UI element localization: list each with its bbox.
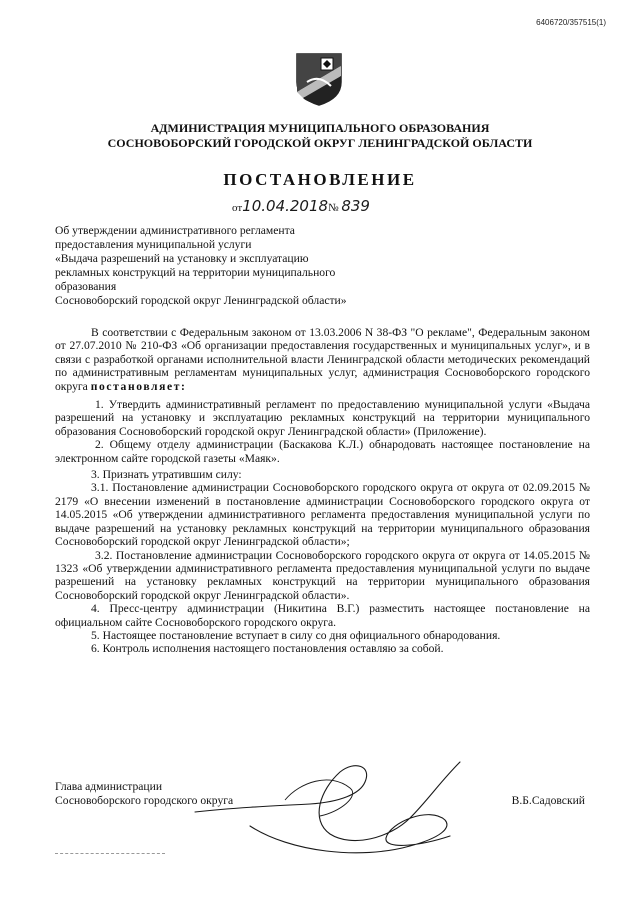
item-4: 4. Пресс-центру администрации (Никитина В.Г.) разместить настоящее постановление на официальном сайте Сосновоборского городского округа.: [55, 602, 590, 629]
subject-block: [55, 224, 395, 308]
preamble-paragraph: [55, 326, 590, 393]
subject-line: «Выдача разрешений на установку и эксплуатацию: [55, 252, 309, 265]
item-3: 3. Признать утратившим силу:: [91, 468, 242, 482]
signatory-position: [55, 780, 233, 808]
signatory-name: В.Б.Садовский: [511, 794, 585, 807]
decree-word: постановляет:: [90, 379, 187, 393]
document-id: 6406720/357515(1): [536, 18, 606, 27]
dateline: [232, 197, 370, 215]
document-body: [55, 326, 590, 656]
organization-line-2: СОСНОВОБОРСКИЙ ГОРОДСКОЙ ОКРУГ ЛЕНИНГРАДСКОЙ ОБЛАСТИ: [107, 136, 533, 150]
position-line-1: Глава администрации: [55, 780, 163, 793]
number-prefix: №: [328, 202, 339, 214]
document-title: ПОСТАНОВЛЕНИЕ: [223, 170, 417, 189]
item-1: 1. Утвердить административный регламент по предоставлению муниципальной услуги «Выдача разрешений на установку и эксплуатацию рекламных конструкций на территории муниципального образования Сосновоборский городской округ Ленинградской области» (Приложение).: [55, 398, 590, 438]
date-prefix: от: [232, 202, 243, 214]
organization-header: [0, 121, 640, 151]
subject-line: предоставления муниципальной услуги: [55, 238, 252, 251]
subject-line: Об утверждении административного регламента: [55, 224, 295, 237]
handwritten-date: 10.04.2018: [242, 197, 329, 215]
handwritten-number: 839: [341, 197, 370, 215]
item-2: 2. Общему отделу администрации (Баскакова К.Л.) обнародовать настоящее постановление на электронном сайте городской газеты «Маяк».: [55, 438, 590, 465]
item-6: 6. Контроль исполнения настоящего постановления оставляю за собой.: [91, 642, 444, 656]
organization-line-1: АДМИНИСТРАЦИЯ МУНИЦИПАЛЬНОГО ОБРАЗОВАНИЯ: [150, 121, 490, 135]
subject-line: рекламных конструкций на территории муниципального образования: [55, 266, 336, 293]
preamble-text: В соответствии с Федеральным законом от 13.03.2006 N 38-ФЗ "О рекламе", Федеральным законом от 27.07.2010 № 210-ФЗ «Об организации предоставления государственных и муниципальных услуг», и в связи с разработкой органами исполнительной власти Ленинградской области методических рекомендаций по административным регламентам муниципальных услуг, администрация Сосновоборского городского округа: [55, 326, 590, 393]
subject-line: Сосновоборский городской округ Ленинградской области»: [55, 294, 347, 307]
handwritten-signature: [190, 742, 490, 862]
coat-of-arms-icon: [295, 52, 343, 106]
position-line-2: Сосновоборского городского округа: [55, 794, 234, 807]
item-3-1: 3.1. Постановление администрации Сосновоборского городского округа от округа от 02.09.2015 № 2179 «О внесении изменений в постановление администрации Сосновоборского городского округа от 14.05.2015 «Об утверждении административного регламента предоставления муниципальной услуги по выдаче разрешений на установку рекламных конструкций на территории муниципального образования Сосновоборский городской округ Ленинградской области»;: [55, 481, 590, 549]
item-5: 5. Настоящее постановление вступает в силу со дня официального обнародования.: [91, 628, 501, 642]
item-3-2: 3.2. Постановление администрации Сосновоборского городского округа от округа от 14.05.2015 № 1323 «Об утверждении административного регламента предоставления муниципальной услуги по выдаче разрешений на установку рекламных конструкций на территории муниципального образования Сосновоборский городской округ Ленинградской области».: [55, 548, 590, 602]
footer-divider: [55, 853, 165, 854]
